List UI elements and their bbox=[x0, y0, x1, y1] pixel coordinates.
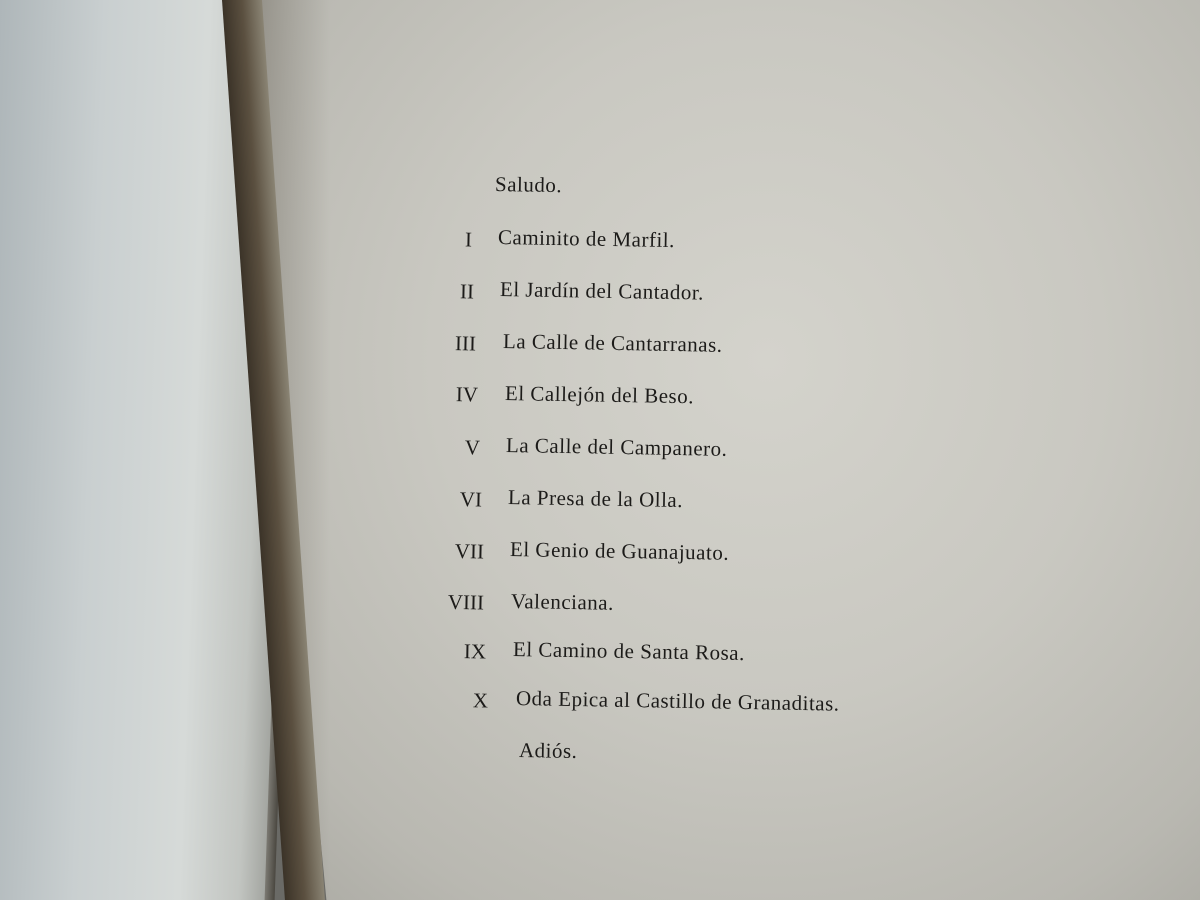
toc-title: El Genio de Guanajuato. bbox=[509, 537, 730, 565]
toc-title: La Calle del Campanero. bbox=[505, 433, 728, 461]
toc-numeral: I bbox=[464, 227, 473, 252]
toc-title: Oda Epica al Castillo de Granaditas. bbox=[515, 686, 840, 716]
toc-title: El Camino de Santa Rosa. bbox=[512, 637, 746, 666]
toc-opening: Saludo. bbox=[494, 172, 563, 198]
toc-title: La Presa de la Olla. bbox=[507, 485, 684, 513]
toc-title: El Callejón del Beso. bbox=[504, 381, 695, 409]
toc-numeral: VII bbox=[454, 539, 485, 564]
toc-numeral: IX bbox=[463, 639, 487, 664]
toc-numeral: V bbox=[464, 435, 481, 460]
toc-numeral: II bbox=[459, 279, 475, 304]
toc-title: La Calle de Cantarranas. bbox=[502, 329, 723, 357]
toc-title: El Jardín del Cantador. bbox=[499, 277, 705, 305]
toc-numeral: III bbox=[454, 331, 477, 356]
toc-numeral: IV bbox=[455, 382, 479, 407]
toc-closing: Adiós. bbox=[518, 738, 578, 764]
toc-title: Valenciana. bbox=[510, 589, 615, 615]
toc-title: Caminito de Marfil. bbox=[497, 225, 676, 253]
toc-numeral: X bbox=[472, 688, 489, 713]
toc-numeral: VIII bbox=[447, 589, 485, 615]
toc-numeral: VI bbox=[459, 487, 483, 512]
